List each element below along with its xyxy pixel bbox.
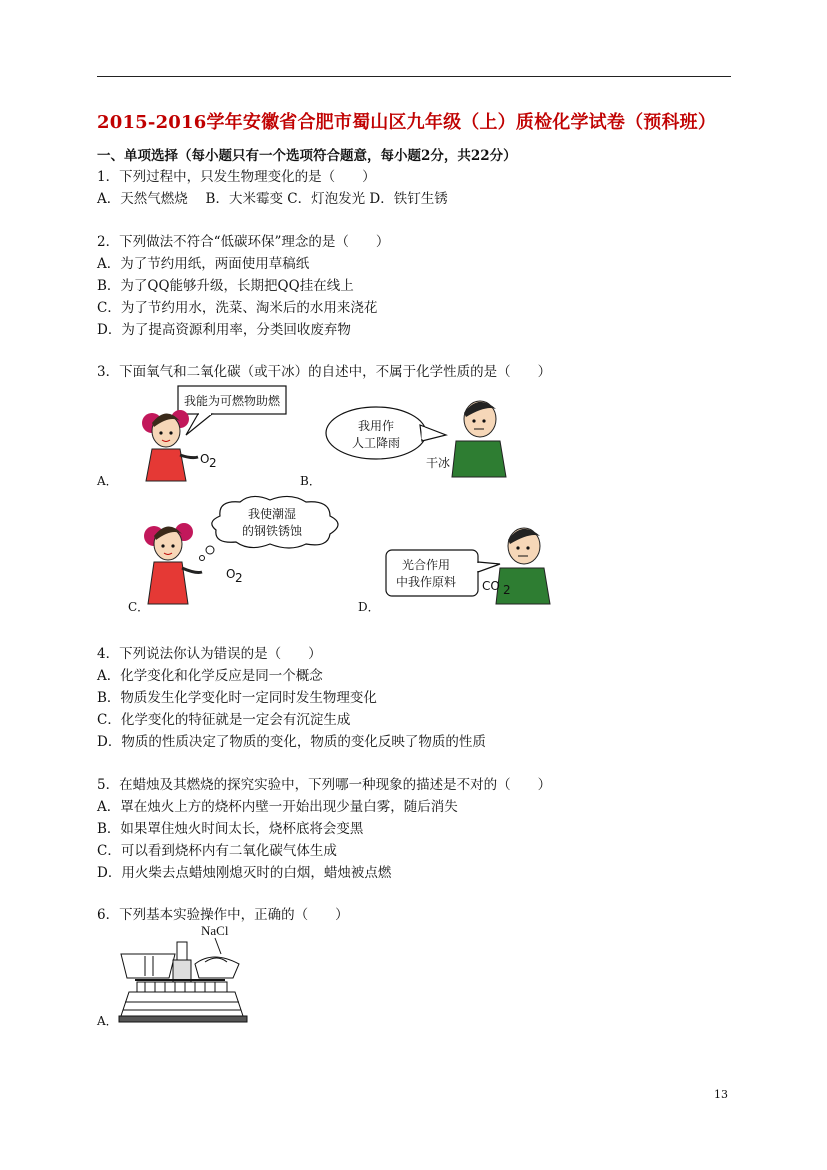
q2-stem: 2．下列做法不符合“低碳环保”理念的是（ ） <box>97 234 390 250</box>
co2-subscript: 2 <box>503 583 511 597</box>
boy-icon <box>452 401 506 477</box>
q6-figure-a-balance <box>115 920 250 1028</box>
q5-option-a: A．罩在烛火上方的烧杯内壁一开始出现少量白雾，随后消失 <box>97 799 458 815</box>
q4-stem: 4．下列说法你认为错误的是（ ） <box>97 646 322 662</box>
oxygen-subscript: 2 <box>209 456 217 470</box>
oxygen-label: O <box>200 452 210 466</box>
header-rule <box>97 76 731 77</box>
q4-option-a: A．化学变化和化学反应是同一个概念 <box>97 668 323 684</box>
thought-bubble <box>212 496 338 548</box>
bubble-text-line-2: 的钢铁锈蚀 <box>241 524 303 538</box>
q6-option-a-label: A． <box>97 1014 118 1028</box>
q3-figure-c <box>140 494 355 609</box>
q5-stem: 5．在蜡烛及其燃烧的探究实验中，下列哪一种现象的描述是不对的（ ） <box>97 777 552 793</box>
speech-bubble <box>326 407 426 459</box>
balance-icon <box>119 942 247 1022</box>
q4-option-d: D．物质的性质决定了物质的变化，物质的变化反映了物质的性质 <box>97 734 486 750</box>
bubble-text-line-1: 我用作 <box>357 419 395 433</box>
q4-option-b: B．物质发生化学变化时一定同时发生物理变化 <box>97 690 377 706</box>
oxygen-subscript: 2 <box>235 571 243 585</box>
q3-option-b-label: B． <box>300 474 321 488</box>
girl-icon <box>144 523 202 604</box>
oxygen-label: O <box>226 567 236 581</box>
q3-option-d-label: D． <box>358 600 380 614</box>
q2-option-c: C．为了节约用水，洗菜、淘米后的水用来浇花 <box>97 300 378 316</box>
girl-icon <box>142 410 198 481</box>
q2-option-d: D．为了提高资源利用率，分类回收废弃物 <box>97 322 351 338</box>
q3-option-a-label: A． <box>97 474 118 488</box>
q5-option-b: B．如果罩住烛火时间太长，烧杯底将会变黑 <box>97 821 364 837</box>
pointer-line <box>215 938 221 954</box>
nacl-label: NaCl <box>201 923 229 938</box>
q5-option-d: D．用火柴去点蜡烛刚熄灭时的白烟，蜡烛被点燃 <box>97 865 392 881</box>
thought-dot <box>206 546 214 554</box>
q3-option-c-label: C． <box>128 600 150 614</box>
bubble-text: 我能为可燃物助燃 <box>183 394 281 408</box>
bubble-text-line-2: 中我作原料 <box>395 575 457 589</box>
bubble-text-line-1: 我使潮湿 <box>247 507 297 521</box>
speech-bubble-tail <box>478 562 500 572</box>
speech-bubble-tail <box>186 414 212 435</box>
q6-stem: 6．下列基本实验操作中，正确的（ ） <box>97 907 349 923</box>
q1-stem: 1．下列过程中，只发生物理变化的是（ ） <box>97 169 376 185</box>
thought-dot <box>200 556 205 561</box>
co2-label: CO <box>482 579 500 593</box>
q1-options: A．天然气燃烧 B．大米霉变 C．灯泡发光 D．铁钉生锈 <box>97 191 448 207</box>
page-title: 2015-2016学年安徽省合肥市蜀山区九年级（上）质检化学试卷（预科班） <box>97 112 717 133</box>
q2-option-a: A．为了节约用纸，两面使用草稿纸 <box>97 256 310 272</box>
page-number: 13 <box>714 1088 728 1101</box>
q5-option-c: C．可以看到烧杯内有二氧化碳气体生成 <box>97 843 337 859</box>
q4-option-c: C．化学变化的特征就是一定会有沉淀生成 <box>97 712 351 728</box>
section-heading: 一、单项选择（每小题只有一个选项符合题意，每小题2分，共22分） <box>97 148 517 164</box>
bubble-text-line-2: 人工降雨 <box>351 436 401 450</box>
q3-figure-b <box>322 395 507 485</box>
dry-ice-label: 干冰 <box>426 456 451 470</box>
q2-option-b: B．为了QQ能够升级，长期把QQ挂在线上 <box>97 278 354 294</box>
speech-bubble <box>386 550 478 596</box>
q3-figure-d <box>382 522 567 608</box>
q3-stem: 3．下面氧气和二氧化碳（或干冰）的自述中，不属于化学性质的是（ ） <box>97 364 552 380</box>
q3-figure-a <box>140 383 290 483</box>
bubble-text-line-1: 光合作用 <box>401 558 451 572</box>
